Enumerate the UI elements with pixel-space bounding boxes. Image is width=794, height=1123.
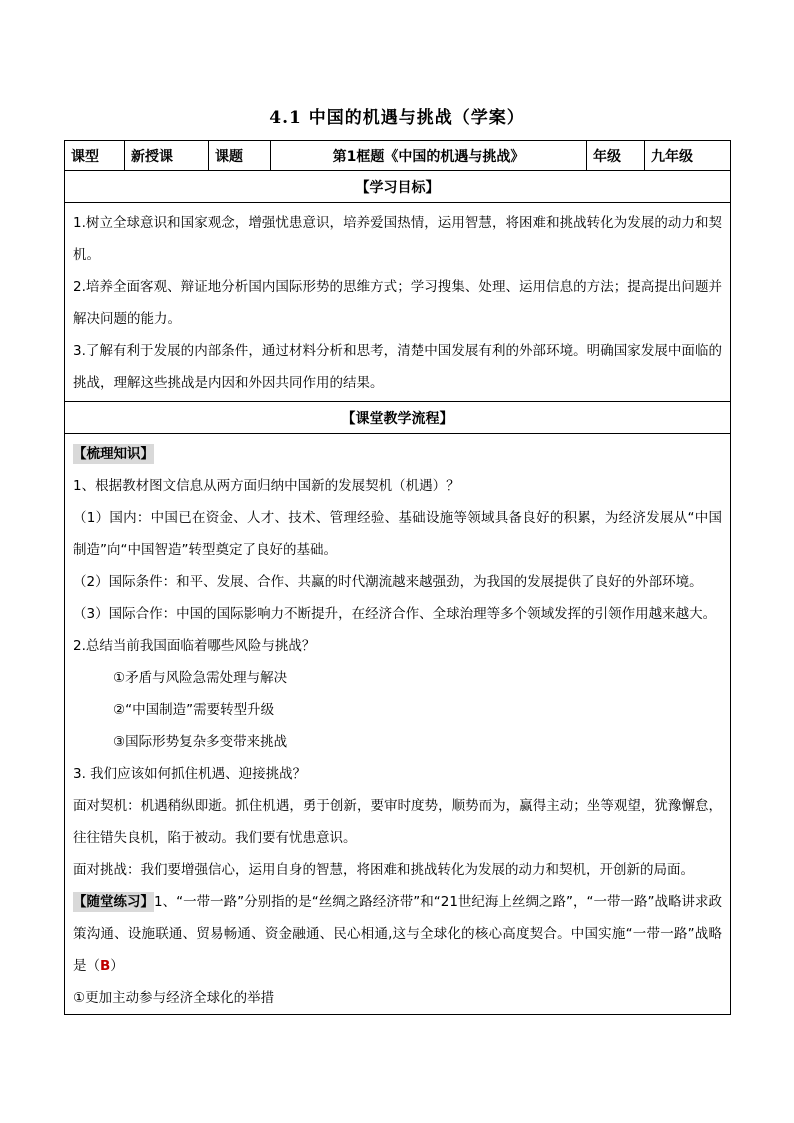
header-row bbox=[65, 141, 731, 171]
q2-answer: ②“中国制造”需要转型升级 bbox=[113, 702, 275, 718]
question-2: 2.总结当前我国面临着哪些风险与挑战？ bbox=[73, 638, 316, 654]
practice-answer: B bbox=[100, 958, 111, 974]
practice-text: 1、“一带一路”分别指的是“丝绸之路经济带”和“21世纪海上丝绸之路”，“一带一路”战略讲求政策沟通、设施联通、贸易畅通、资金融通、民心相通,这与全球化的核心高度契合。中国实施“一带一路”战略是（ bbox=[73, 894, 723, 974]
question-3: 3. 我们应该如何抓住机遇、迎接挑战？ bbox=[73, 766, 307, 782]
question-1: 1、根据教材图文信息从两方面归纳中国新的发展契机（机遇）？ bbox=[73, 478, 460, 494]
q1-answer: （3）国际合作：中国的国际影响力不断提升，在经济合作、全球治理等多个领域发挥的引领作用越来越大。 bbox=[73, 606, 717, 622]
objectives-heading: 【学习目标】 bbox=[65, 171, 731, 203]
q2-answer: ③国际形势复杂多变带来挑战 bbox=[113, 734, 288, 750]
practice-option: ①更加主动参与经济全球化的举措 bbox=[73, 990, 275, 1006]
objective-item: 1.树立全球意识和国家观念，增强忧患意识，培养爱国热情，运用智慧，将困难和挑战转化为发展的动力和契机。 bbox=[73, 215, 722, 263]
q3-answer: 面对挑战：我们要增强信心，运用自身的智慧，将困难和挑战转化为发展的动力和契机，开创新的局面。 bbox=[73, 862, 694, 878]
topic-label: 课题 bbox=[209, 141, 271, 171]
objective-item: 3.了解有利于发展的内部条件，通过材料分析和思考，清楚中国发展有利的外部环境。明确国家发展中面临的挑战，理解这些挑战是内因和外因共同作用的结果。 bbox=[73, 343, 722, 391]
course-type-value: 新授课 bbox=[125, 141, 209, 171]
practice-question bbox=[73, 886, 722, 982]
objective-item: 2.培养全面客观、辩证地分析国内国际形势的思维方式；学习搜集、处理、运用信息的方法；提高提出问题并解决问题的能力。 bbox=[73, 279, 722, 327]
practice-close: ） bbox=[110, 958, 124, 974]
page-title: 4.1 中国的机遇与挑战（学案） bbox=[269, 108, 525, 128]
topic-value: 第1框题《中国的机遇与挑战》 bbox=[271, 141, 587, 171]
lesson-plan-table bbox=[64, 140, 731, 1015]
q3-answer: 面对契机：机遇稍纵即逝。抓住机遇，勇于创新，要审时度势，顺势而为，赢得主动；坐等观望，犹豫懈怠，往往错失良机，陷于被动。我们要有忧患意识。 bbox=[73, 798, 722, 846]
sort-knowledge-tag: 【梳理知识】 bbox=[73, 446, 154, 462]
grade-value: 九年级 bbox=[645, 141, 731, 171]
process-heading: 【课堂教学流程】 bbox=[65, 402, 731, 434]
course-type-label: 课型 bbox=[65, 141, 125, 171]
grade-label: 年级 bbox=[587, 141, 645, 171]
q2-answer: ①矛盾与风险急需处理与解决 bbox=[113, 670, 288, 686]
q1-answer: （2）国际条件：和平、发展、合作、共赢的时代潮流越来越强劲，为我国的发展提供了良好的外部环境。 bbox=[73, 574, 703, 590]
process-body bbox=[65, 434, 731, 1015]
objectives-body bbox=[65, 203, 731, 402]
q1-answer: （1）国内：中国已在资金、人才、技术、管理经验、基础设施等领域具备良好的积累，为经济发展从“中国制造”向“中国智造”转型奠定了良好的基础。 bbox=[73, 510, 722, 558]
practice-tag: 【随堂练习】 bbox=[73, 894, 155, 910]
